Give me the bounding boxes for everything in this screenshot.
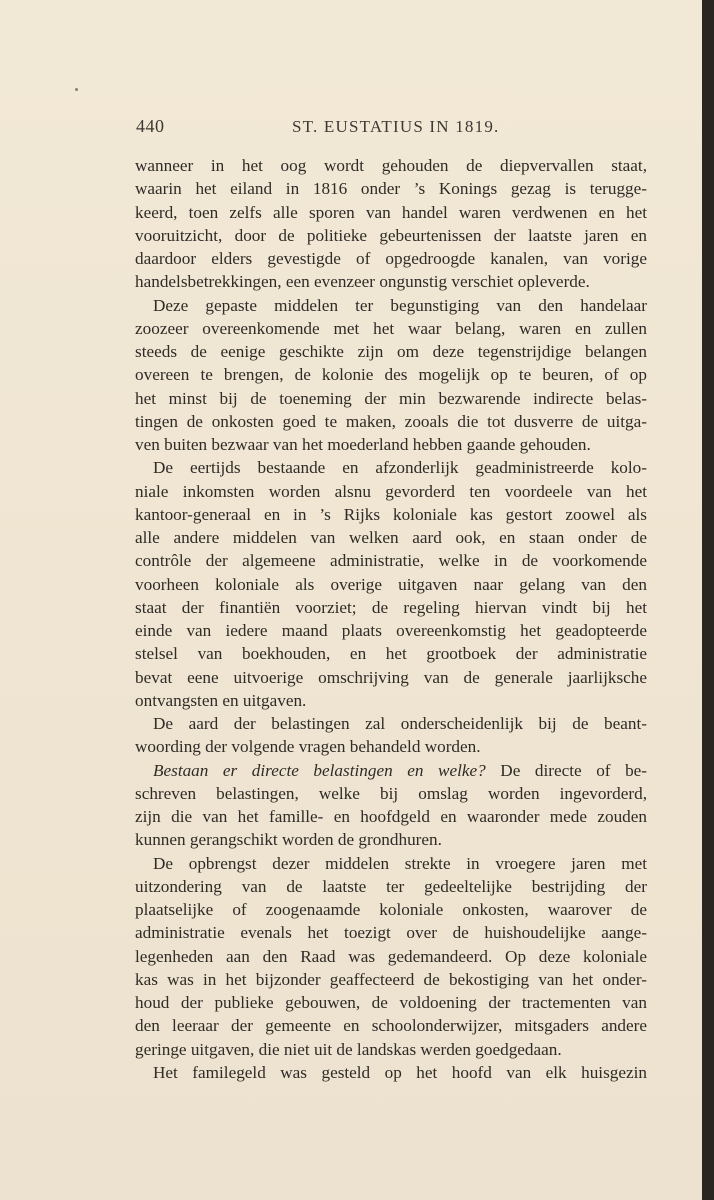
text-line: legenheden aan den Raad was gedemandeerd. Op deze koloniale — [135, 946, 647, 966]
paragraph-start-line: De eertijds bestaande en afzonderlijk geadministreerde kolo- — [153, 458, 647, 478]
italic-question: Bestaan er directe belastingen en welke? — [153, 760, 486, 780]
text-line: waarin het eiland in 1816 onder ’s Konings gezag is terugge- — [135, 179, 647, 199]
paragraph-start-line: Het familegeld was gesteld op het hoofd van elk huisgezin — [153, 1062, 647, 1082]
text-line: vooruitzicht, door de politieke gebeurtenissen der laatste jaren en — [135, 225, 647, 245]
text-line: overeen te brengen, de kolonie des mogelijk op te beuren, of op — [135, 365, 647, 385]
print-speck — [75, 88, 78, 91]
text-line: contrôle der algemeene administratie, welke in de voorkomende — [135, 551, 647, 571]
text-line: plaatselijke of zoogenaamde koloniale onkosten, waarover de — [135, 900, 647, 919]
text-line: het minst bij de toeneming der min bezwarende indirecte belas- — [135, 388, 647, 408]
text-line: geringe uitgaven, die niet uit de landskas werden goedgedaan. — [135, 1039, 562, 1059]
text-line: wanneer in het oog wordt gehouden de diepvervallen staat, — [135, 156, 647, 175]
text-line: ven buiten bezwaar van het moederland hebben gaande gehouden. — [135, 435, 591, 454]
paragraph-start-line: Deze gepaste middelen ter begunstiging van den handelaar — [153, 295, 647, 315]
text-line: ontvangsten en uitgaven. — [135, 690, 307, 710]
text-line: kas was in het bijzonder geaffecteerd de bekostiging van het onder- — [135, 969, 647, 989]
text-line: stelsel van boekhouden, en het grootboek der administratie — [135, 644, 647, 664]
running-head — [135, 116, 647, 140]
text-line: zijn die van het famille- en hoofdgeld en waaronder mede zouden — [135, 807, 647, 826]
running-title: ST. EUSTATIUS IN 1819. — [292, 117, 500, 136]
text-line: administratie evenals het toezigt over de huishoudelijke aange- — [135, 923, 647, 943]
text-line: kantoor-generaal en in ’s Rijks koloniale kas gestort zoowel als — [135, 504, 647, 524]
text-line: den leeraar der gemeente en schoolonderwijzer, mitsgaders andere — [135, 1016, 647, 1036]
text-line: einde van iedere maand plaats overeenkomstig het geadopteerde — [135, 621, 647, 640]
paragraph-start-line: De aard der belastingen zal onderscheidenlijk bij de beant- — [153, 714, 647, 733]
paragraph-start-line: De opbrengst dezer middelen strekte in vroegere jaren met — [153, 853, 647, 873]
text-line: schreven belastingen, welke bij omslag worden ingevorderd, — [135, 783, 647, 803]
text-line: voorheen koloniale als overige uitgaven naar gelang van den — [135, 574, 647, 594]
text-line: keerd, toen zelfs alle sporen van handel waren verdwenen en het — [135, 202, 647, 222]
text-line: alle andere middelen van welken aard ook, en staan onder de — [135, 528, 647, 547]
text-line: houd der publieke gebouwen, de voldoening der tractementen van — [135, 993, 647, 1012]
text-line: kunnen gerangschikt worden de grondhuren. — [135, 830, 442, 850]
page-number: 440 — [136, 116, 165, 136]
question-line-rest: De directe of be- — [500, 760, 648, 780]
text-line: zoozeer overeenkomende met het waar belang, waren en zullen — [135, 318, 647, 338]
text-line: uitzondering van de laatste ter gedeeltelijke bestrijding der — [135, 876, 647, 896]
text-line: tingen de onkosten goed te maken, zooals die tot dusverre de uitga- — [135, 411, 647, 431]
text-line: steeds de eenige geschikte zijn om deze tegenstrijdige belangen — [135, 342, 647, 361]
text-line: bevat eene uitvoerige omschrijving van de generale jaarlijksche — [135, 667, 647, 687]
text-line: niale inkomsten worden alsnu gevorderd ten voordeele van het — [135, 481, 647, 501]
text-line: daardoor elders gevestigde of opgedroogde kanalen, van vorige — [135, 249, 647, 268]
scan-border — [702, 0, 714, 1200]
text-line: woording der volgende vragen behandeld worden. — [135, 737, 481, 757]
question-line — [135, 759, 647, 782]
text-line: handelsbetrekkingen, een evenzeer ongunstig verschiet opleverde. — [135, 272, 590, 292]
text-line: staat der finantiën voorziet; de regeling hiervan vindt bij het — [135, 597, 647, 617]
body-text — [135, 154, 647, 1084]
